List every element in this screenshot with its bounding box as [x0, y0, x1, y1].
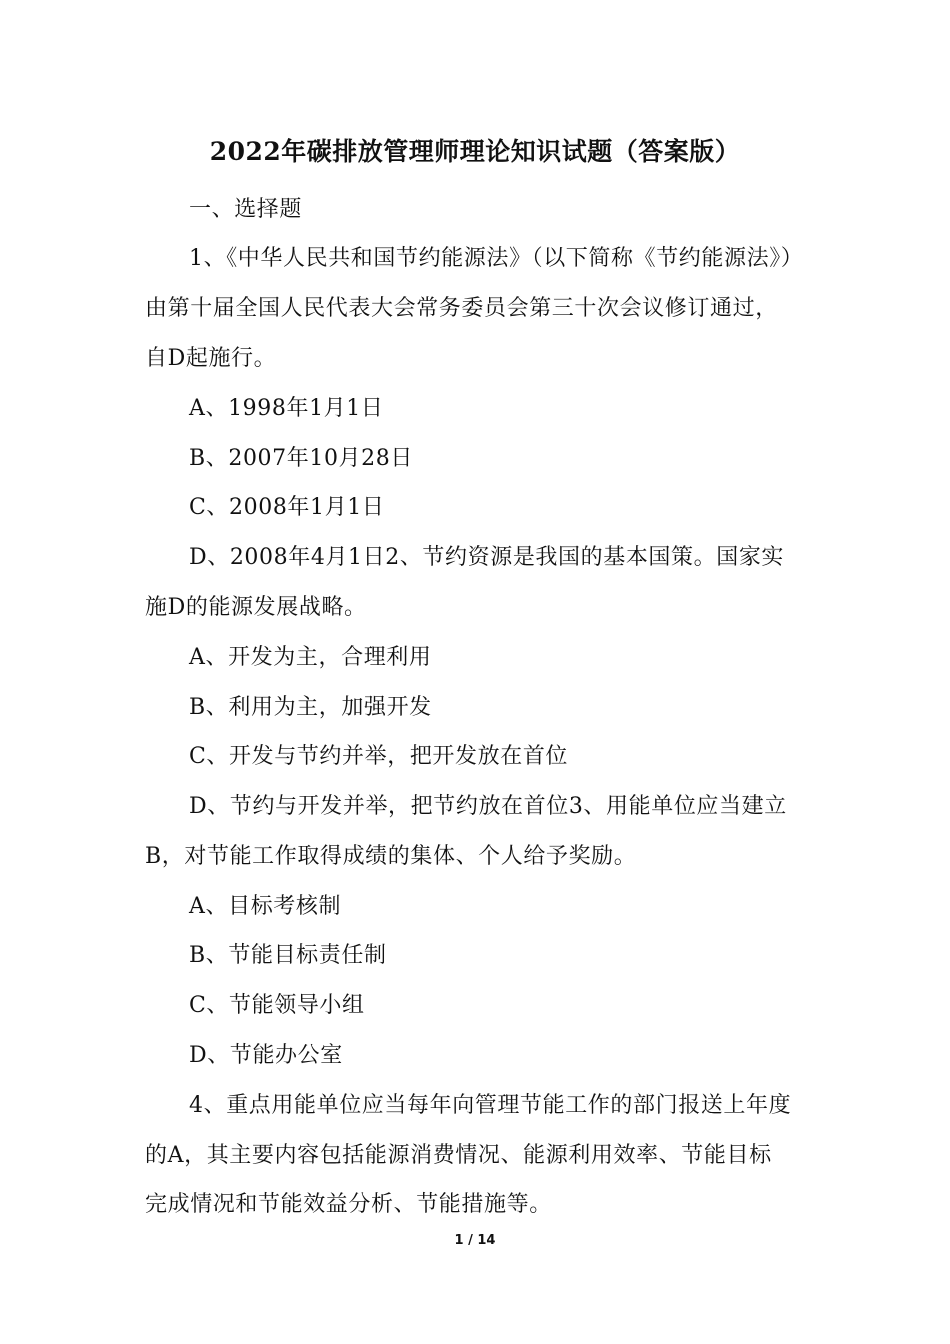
question-2-option-c: C、开发与节约并举，把开发放在首位 [189, 744, 569, 769]
question-2-option-b: B、利用为主，加强开发 [189, 695, 432, 720]
question-4-line-2: 的A，其主要内容包括能源消费情况、能源利用效率、节能目标 [145, 1143, 772, 1168]
question-4-line-1: 4、重点用能单位应当每年向管理节能工作的部门报送上年度 [189, 1093, 792, 1118]
question-2-option-a: A、开发为主，合理利用 [189, 645, 432, 670]
question-1-option-d: D、2008年4月1日2、节约资源是我国的基本国策。国家实 [189, 545, 785, 570]
page-number: 1 / 14 [454, 1233, 496, 1248]
question-1-line-2: 由第十届全国人民代表大会常务委员会第三十次会议修订通过， [145, 296, 778, 321]
question-2-line-2: 施D的能源发展战略。 [145, 595, 367, 620]
question-3-option-d: D、节能办公室 [189, 1043, 343, 1068]
question-1-option-c: C、2008年1月1日 [189, 495, 385, 520]
question-1-line-3: 自D起施行。 [145, 346, 277, 371]
document-title: 2022年碳排放管理师理论知识试题（答案版） [209, 137, 741, 166]
question-3-line-2: B，对节能工作取得成绩的集体、个人给予奖励。 [145, 844, 637, 869]
question-1-option-a: A、1998年1月1日 [189, 396, 384, 421]
question-2-option-d: D、节约与开发并举，把节约放在首位3、用能单位应当建立 [189, 794, 787, 819]
question-3-option-a: A、目标考核制 [189, 894, 342, 919]
question-3-option-b: B、节能目标责任制 [189, 943, 387, 968]
question-1-line-1: 1、《中华人民共和国节约能源法》（以下简称《节约能源法》） [189, 246, 804, 271]
question-1-option-b: B、2007年10月28日 [189, 446, 413, 471]
section-heading: 一、选择题 [189, 197, 303, 222]
question-4-line-3: 完成情况和节能效益分析、节能措施等。 [145, 1192, 552, 1217]
question-3-option-c: C、节能领导小组 [189, 993, 365, 1018]
